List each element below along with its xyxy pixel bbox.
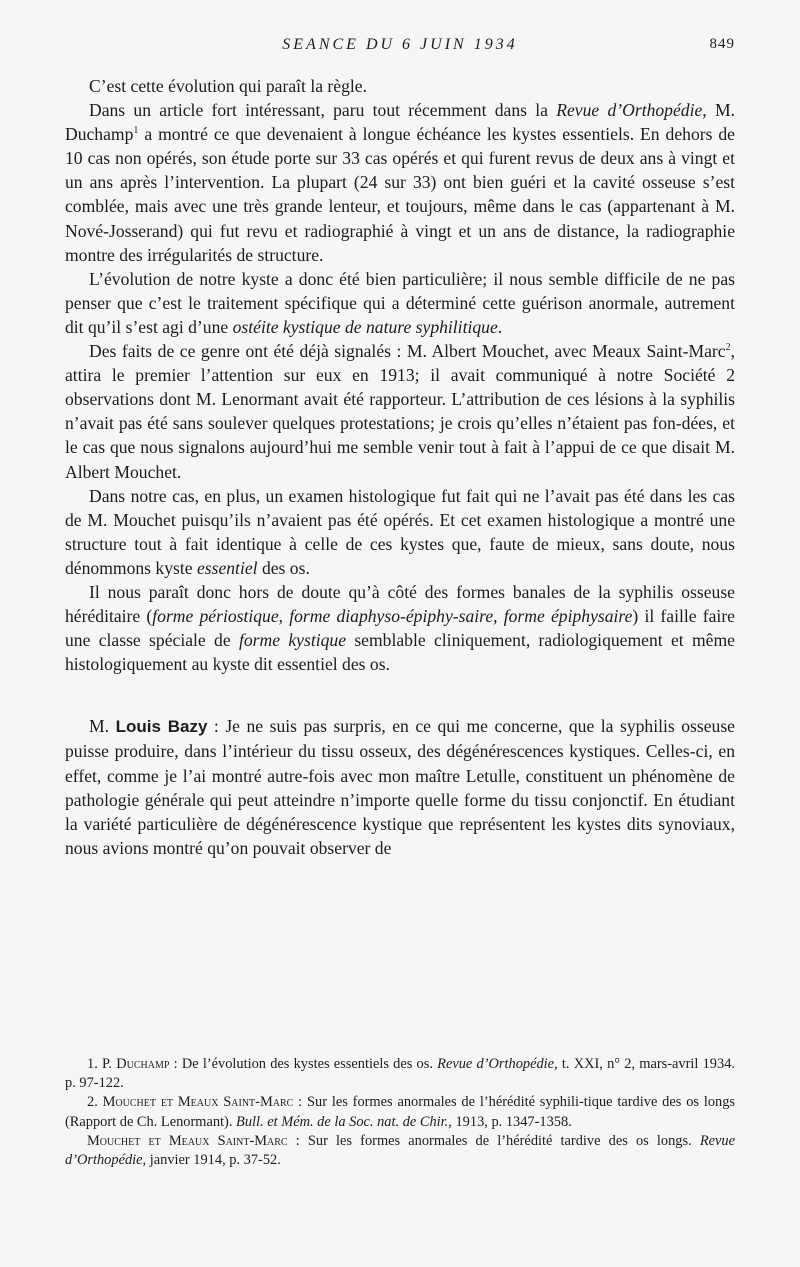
paragraph-6-text-a: Il nous paraît donc hors de doute qu’à côté des formes banales de la syphilis osseuse héréditaire ( xyxy=(65,581,735,627)
footnote-ref-1: 1 xyxy=(133,125,139,137)
emphasis-term: forme kystique xyxy=(238,630,346,651)
footnote-journal: Revue d’Orthopédie xyxy=(437,1056,555,1072)
footnote-journal: Bull. et Mém. de la Soc. nat. de Chir. xyxy=(236,1113,449,1130)
journal-title: Revue d’Orthopédie xyxy=(556,100,703,121)
paragraph-2-text-c: a montré ce que devenaient à longue échéance les kystes essentiels. En dehors de 10 cas non opérés, son étude porte sur 33 cas opérés et qui furent revus de deux ans à vingt et un ans après l’intervention. La plupart (24 sur 33) ont bien guéri et la cavité osseuse s’est comblée, mais avec une très grande lenteur, et toujours, même dans le cas (appartenant à M. Nové-Josserand) qui fut revu et radiographié à vingt et un ans de distance, la radiographie montre des irrégularités de structure. xyxy=(65,124,735,265)
running-title: SEANCE DU 6 JUIN 1934 xyxy=(282,36,518,53)
paragraph-2-text-a: Dans un article fort intéressant, paru tout récemment dans la xyxy=(89,100,557,121)
paragraph-3-text-a: L’évolution de notre kyste a donc été bien particulière; il nous semble difficile de ne pas penser que c’est le traitement spécifique qui a déterminé cette guérison anormale, autrement dit qu’il s’est agi d’une xyxy=(65,268,735,337)
footnote-author: Mouchet et Meaux Saint-Marc xyxy=(102,1094,294,1111)
paragraph-4-text-a: Des faits de ce genre ont été déjà signalés : M. Albert Mouchet, avec Meaux Saint-Marc xyxy=(89,341,726,362)
footnote-1-number: 1. P. xyxy=(87,1056,117,1072)
paragraph-6 xyxy=(65,580,735,676)
page-number: 849 xyxy=(709,36,735,52)
paragraph-6-text-b: ) il faille faire une classe spéciale de xyxy=(65,606,735,651)
footnote-1 xyxy=(65,1055,735,1093)
paragraph-1-text: C’est cette évolution qui paraît la règle. xyxy=(89,76,367,96)
paragraph-7 xyxy=(65,714,735,860)
paragraph-3 xyxy=(65,267,735,339)
footnote-3-text: : Sur les formes anormales de l’hérédité tardive des os longs. xyxy=(287,1132,700,1149)
footnote-2 xyxy=(65,1093,735,1131)
footnotes xyxy=(65,1055,735,1170)
footnote-author: Mouchet et Meaux Saint-Marc xyxy=(87,1132,288,1149)
footnote-1-text: : De l’évolution des kystes essentiels des os. xyxy=(169,1056,438,1072)
paragraph-4 xyxy=(65,339,735,484)
emphasis-forms: forme périostique, forme diaphyso-épiphy-saire, forme épiphysaire xyxy=(152,606,633,627)
paragraph-5-text-a: Dans notre cas, en plus, un examen histologique fut fait qui ne l’avait pas été dans les cas de M. Mouchet puisqu’ils n’avaient pas été opérés. Et cet examen histologique a montré une structure tout à fait identique à celle de ces kystes que, faute de mieux, sans doute, nous dénommons kyste xyxy=(65,485,735,578)
body-text xyxy=(65,74,735,860)
footnote-journal: Revue d’Orthopédie xyxy=(65,1132,735,1169)
emphasis-term: ostéite kystique de nature syphilitique xyxy=(232,316,498,337)
footnote-2-text: : Sur les formes anormales de l’hérédité syphili-tique tardive des os longs (Rapport de Ch. Lenormant). xyxy=(65,1094,736,1130)
footnote-1-details: , t. XXI, n° 2, mars-avril 1934. p. 97-122. xyxy=(65,1056,735,1092)
paragraph-6-text-c: semblable cliniquement, radiologiquement et même histologiquement au kyste dit essentiel des os. xyxy=(65,630,735,675)
paragraph-2 xyxy=(65,98,735,267)
speaker-prefix: M. xyxy=(89,716,116,737)
footnote-3 xyxy=(65,1132,735,1170)
paragraph-2-text-b: , M. Duchamp xyxy=(65,100,735,145)
footnote-ref-2: 2 xyxy=(725,342,731,354)
speaker-name: Louis Bazy xyxy=(115,717,208,737)
running-head xyxy=(65,36,735,58)
paragraph-1 xyxy=(65,74,735,98)
paragraph-4-text-b: , attira le premier l’attention sur eux en 1913; il avait communiqué à notre Société 2 observations dont M. Lenormant avait été rapporteur. L’attribution de ces lésions à la syphilis n’avait pas été sans soulever quelques protestations; je crois qu’elles n’étaient pas fon-dées, et le cas que nous signalons aujourd’hui me semble venir tout à fait à l’appui de ce que disait M. Albert Mouchet. xyxy=(65,341,735,482)
emphasis-term: essentiel xyxy=(196,557,258,578)
paragraph-5-text-b: des os. xyxy=(257,557,310,578)
footnote-2-details: , 1913, p. 1347-1358. xyxy=(448,1113,572,1130)
paragraph-5 xyxy=(65,484,735,580)
footnote-author: Duchamp xyxy=(116,1056,170,1072)
footnote-3-details: , janvier 1914, p. 37-52. xyxy=(142,1152,281,1169)
paragraph-3-text-b: . xyxy=(497,316,503,337)
footnote-2-number: 2. xyxy=(87,1094,103,1111)
paragraph-7-text: : Je ne suis pas surpris, en ce qui me concerne, que la syphilis osseuse puisse produire, dans l’intérieur du tissu osseux, des dégénérescences kystiques. Celles-ci, en effet, comme je l’ai montré autre-fois avec mon maître Letulle, constituent un phénomène de pathologie générale qui peut atteindre n’importe quelle forme du tissu conjonctif. En étudiant la variété particulière de dégénérescence kystique que représentent les kystes dits synoviaux, nous avions montré qu’on pouvait observer de xyxy=(65,716,735,858)
